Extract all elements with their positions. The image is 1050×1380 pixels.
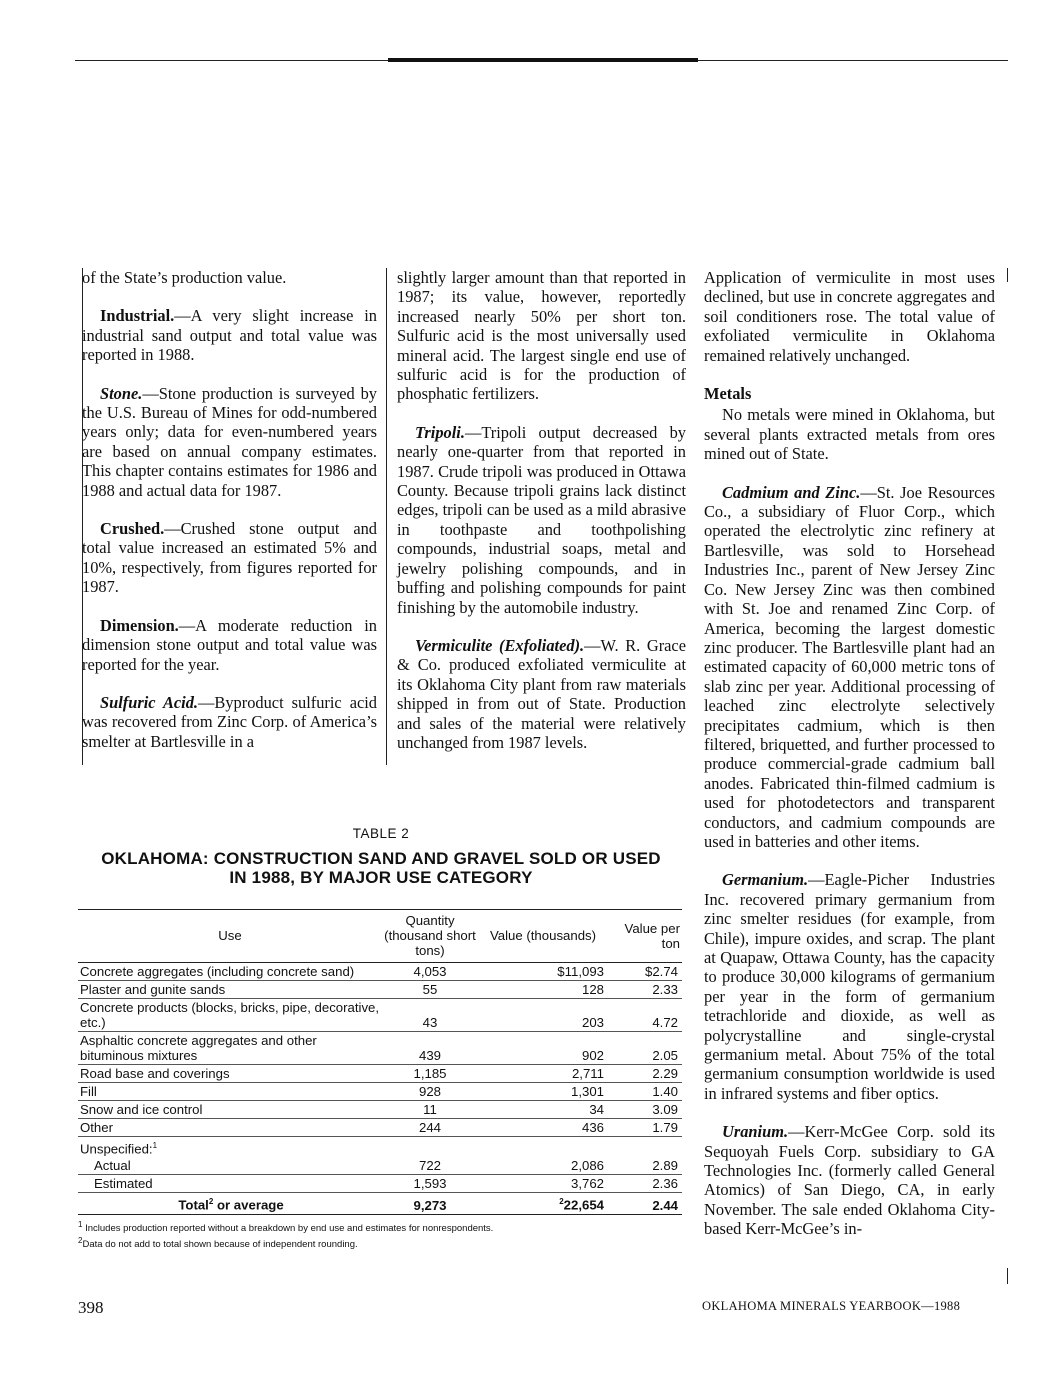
cell-value: 2,086 [478, 1157, 608, 1175]
cell-total-value [478, 1193, 608, 1214]
table-row-sub [78, 1175, 682, 1193]
cell-use: Other [78, 1119, 382, 1137]
sand-gravel-table [78, 909, 682, 1215]
paragraph-stone [82, 384, 377, 500]
section-heading-metals: Metals [704, 384, 752, 404]
heading-tripoli: Tripoli. [415, 422, 465, 442]
heading-sulfuric-acid: Sulfuric Acid. [100, 692, 199, 712]
column-rule-right-lower [1007, 1268, 1008, 1284]
cell-per-ton: 2.05 [608, 1032, 682, 1065]
cell-quantity: 55 [382, 981, 478, 999]
text-dimension: —A moderate reduction in dimension stone output and total value was reported for the year. [82, 615, 377, 674]
cell-use: Fill [78, 1083, 382, 1101]
heading-germanium: Germanium. [722, 870, 809, 890]
cell-use: Actual [78, 1157, 382, 1175]
table-row [78, 1119, 682, 1137]
table-row [78, 1101, 682, 1119]
cell-quantity [382, 1137, 478, 1158]
cell-quantity: 722 [382, 1157, 478, 1175]
total-value: 22,654 [563, 1197, 604, 1213]
paragraph-industrial [82, 306, 377, 364]
footnote-text: Includes production reported without a breakdown by end use and estimates for nonrespondents. [85, 1222, 494, 1234]
cell-use: Estimated [78, 1175, 382, 1193]
cell-per-ton: $2.74 [608, 963, 682, 981]
cell-per-ton: 2.29 [608, 1065, 682, 1083]
footnote-ref: 2 [208, 1197, 214, 1207]
table-row [78, 963, 682, 981]
cell-quantity: 439 [382, 1032, 478, 1065]
header-use: Use [218, 928, 242, 943]
cell-per-ton: 3.09 [608, 1101, 682, 1119]
table-row [78, 999, 682, 1032]
text-tripoli: —Tripoli output decreased by nearly one-quarter from that reported in 1987. Crude tripoli was produced in Ottawa County. Because tripoli grains lack distinct edges, tripoli can be used as a mild abrasive in toothpaste and toothpolishing compounds, industrial soaps, metal and jewelry polishing compounds, and in buffing and polishing compounds for paint finishing by the automobile industry. [397, 422, 686, 617]
paragraph-vermiculite [397, 636, 686, 752]
paragraph-vermiculite-cont: Application of vermiculite in most uses declined, but use in concrete aggregates and soil conditioners rose. The total value of exfoliated vermiculite in Oklahoma remained relatively unchanged. [704, 268, 995, 365]
table-footnotes [78, 1219, 684, 1251]
table-2 [78, 826, 684, 1251]
cell-quantity: 11 [382, 1101, 478, 1119]
table-row [78, 1083, 682, 1101]
running-footer: OKLAHOMA MINERALS YEARBOOK—1988 [702, 1299, 961, 1313]
cell-per-ton: 2.33 [608, 981, 682, 999]
cell-quantity: 244 [382, 1119, 478, 1137]
table-row-unspecified [78, 1137, 682, 1158]
paragraph-metals: No metals were mined in Oklahoma, but several plants extracted metals from ores mined out of State. [704, 405, 995, 464]
cell-value: 2,711 [478, 1065, 608, 1083]
footnote-ref: 2 [559, 1197, 564, 1207]
cell-value: 436 [478, 1119, 608, 1137]
heading-industrial: Industrial. [100, 306, 175, 326]
table-header-row [78, 910, 682, 963]
cell-value: 902 [478, 1032, 608, 1065]
footnote-text: Data do not add to total shown because of independent rounding. [82, 1239, 358, 1251]
table-row [78, 1032, 682, 1065]
cell-use: Plaster and gunite sands [78, 981, 382, 999]
footnote-mark: 1 [78, 1219, 83, 1229]
total-label: Total [178, 1197, 209, 1213]
column-rule-middle [386, 268, 387, 765]
cell-value: 1,301 [478, 1083, 608, 1101]
cell-quantity: 43 [382, 999, 478, 1032]
footnote-2 [78, 1235, 684, 1251]
cell-use: Road base and coverings [78, 1065, 382, 1083]
text-sulfuric-acid: —Byproduct sulfuric acid was recovered from Zinc Corp. of America’s smelter at Bartlesville in a [82, 692, 377, 751]
heading-crushed: Crushed. [100, 519, 165, 539]
cell-quantity: 4,053 [382, 963, 478, 981]
table-row-total [78, 1193, 682, 1214]
table-label: TABLE 2 [352, 826, 410, 841]
heading-dimension: Dimension. [100, 615, 179, 635]
text-uranium: —Kerr-McGee Corp. sold its Sequoyah Fuels Corp. subsidiary to GA Technologies Inc. (formerly called General Atomics) of San Diego, CA, in early November. The sale ended Oklahoma City-based Kerr-McGee’s in- [704, 1122, 995, 1239]
cell-per-ton [608, 1137, 682, 1158]
table-body [78, 963, 682, 1158]
text-vermiculite: —W. R. Grace & Co. produced exfoliated vermiculite at its Oklahoma City plant from raw materials shipped in from out of State. Production and sales of the material were relatively unchanged from 1987 levels. [397, 635, 686, 752]
cell-value: $11,093 [478, 963, 608, 981]
paragraph-sulfuric-acid [82, 693, 377, 751]
paragraph-dimension [82, 616, 377, 674]
paragraph-sulfuric-cont: slightly larger amount than that reported in 1987; its value, however, reportedly increased nearly 50% per short ton. Sulfuric acid is the most universally used mineral acid. The largest single end use of sulfuric acid is for the production of phosphatic fertilizers. [397, 268, 686, 404]
cell-value: 203 [478, 999, 608, 1032]
table-row [78, 1065, 682, 1083]
paragraph-germanium [704, 870, 995, 1103]
cell-use: Concrete products (blocks, bricks, pipe, decorative, etc.) [78, 999, 382, 1032]
footnote-mark: 2 [78, 1235, 83, 1245]
footnote-1 [78, 1219, 684, 1235]
paragraph-uranium [704, 1122, 995, 1238]
text-crushed: —Crushed stone output and total value increased an estimated 5% and 10%, respectively, from figures reported for 1987. [82, 519, 377, 597]
cell-per-ton: 4.72 [608, 999, 682, 1032]
paragraph-tripoli [397, 423, 686, 617]
heading-stone: Stone. [100, 383, 143, 403]
text-cadmium-zinc: —St. Joe Resources Co., a subsidiary of Fluor Corp., which operated the electrolytic zinc refinery at Bartlesville, was sold to Horsehead Industries Inc., parent of New Jersey Zinc Co. New Jersey Zinc was then combined with St. Joe and renamed Zinc Corp. of America, becoming the largest domestic zinc producer. The Bartlesville plant had an estimated capacity of 60,000 metric tons of slab zinc per year. Additional processing of leached zinc electrolyte selectively precipitates cadmium, which is then filtered, briquetted, and further processed to produce commercial-grade cadmium ball anodes. Fabricated thin-filmed cadmium is used for photodetectors and transparent conductors, and cadmium compounds are used in batteries and other items. [704, 482, 995, 851]
table-title-line-1: OKLAHOMA: CONSTRUCTION SAND AND GRAVEL SOLD OR USED [101, 849, 661, 868]
column-1 [82, 268, 377, 751]
table-row-sub [78, 1157, 682, 1175]
text-stone: —Stone production is surveyed by the U.S. Bureau of Mines for odd-numbered years only; data for even-numbered years are based on annual company estimates. This chapter contains estimates for 1986 and 1988 and actual data for 1987. [82, 383, 377, 500]
column-2 [397, 268, 686, 752]
paragraph-state-value: of the State’s production value. [82, 268, 287, 287]
cell-per-ton: 2.36 [608, 1175, 682, 1193]
heading-uranium: Uranium. [722, 1122, 789, 1142]
cell-per-ton: 1.79 [608, 1119, 682, 1137]
cell-value [478, 1137, 608, 1158]
header-value-per-ton: Value per ton [624, 920, 680, 951]
paragraph-crushed [82, 519, 377, 597]
cell-per-ton: 2.89 [608, 1157, 682, 1175]
top-rule-accent [388, 58, 698, 62]
text-industrial: —A very slight increase in industrial sand output and total value was reported in 1988. [82, 306, 377, 365]
cell-use: Snow and ice control [78, 1101, 382, 1119]
heading-vermiculite: Vermiculite (Exfoliated). [415, 635, 585, 655]
cell-value: 3,762 [478, 1175, 608, 1193]
total-label-rest: or average [213, 1197, 284, 1213]
cell-total-per-ton: 2.44 [608, 1193, 682, 1214]
text-germanium: —Eagle-Picher Industries Inc. recovered primary germanium from zinc smelter residues (for example, from Chile), impure oxides, and scrap. The plant at Quapaw, Ottawa County, has the capacity to produce 30,000 kilograms of germanium per year in the form of germanium tetrachloride and dioxide, as well as polycrystalline and single-crystal germanium metal. About 75% of the total germanium consumption worldwide is used in infrared systems and fiber optics. [704, 870, 995, 1103]
cell-per-ton: 1.40 [608, 1083, 682, 1101]
column-3 [704, 268, 995, 1239]
table-body-unspecified [78, 1157, 682, 1193]
page-number: 398 [78, 1298, 104, 1317]
cell-total-quantity: 9,273 [382, 1193, 478, 1214]
cell-value: 34 [478, 1101, 608, 1119]
cell-total-label [78, 1193, 382, 1214]
table-row [78, 981, 682, 999]
cell-use [78, 1137, 382, 1158]
footnote-ref: 1 [152, 1141, 158, 1150]
table-title-line-2: IN 1988, BY MAJOR USE CATEGORY [229, 868, 533, 887]
heading-cadmium-zinc: Cadmium and Zinc. [722, 482, 861, 502]
header-quantity: Quantity (thousand short tons) [384, 913, 476, 958]
cell-value: 128 [478, 981, 608, 999]
cell-quantity: 1,593 [382, 1175, 478, 1193]
cell-use: Asphaltic concrete aggregates and other bituminous mixtures [78, 1032, 382, 1065]
unspecified-label: Unspecified: [80, 1141, 153, 1157]
paragraph-cadmium-zinc [704, 483, 995, 852]
cell-quantity: 928 [382, 1083, 478, 1101]
cell-quantity: 1,185 [382, 1065, 478, 1083]
header-value: Value (thousands) [489, 928, 597, 943]
cell-use: Concrete aggregates (including concrete sand) [78, 963, 382, 981]
column-rule-right-upper [1007, 268, 1008, 282]
